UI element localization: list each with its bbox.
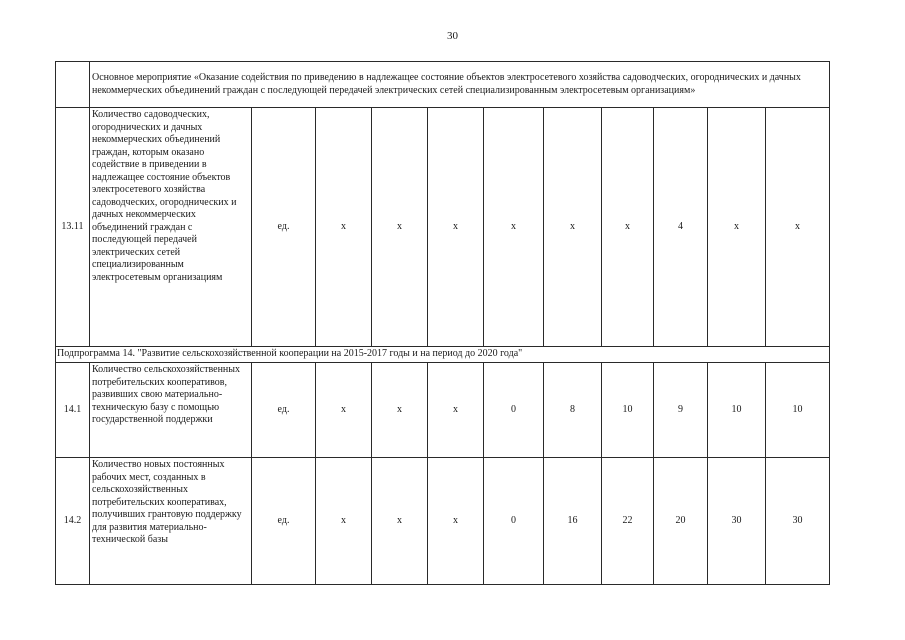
main-event-text: Основное мероприятие «Оказание содействия по приведению в надлежащее состояние объектов электросетевого хозяйства садоводческих, огороднических и дачных некоммерческих объединений граждан с последующей передачей электрических сетей специализированным электросетевым организациям» [90,62,830,108]
subprogram-title: Подпрограмма 14. "Развитие сельскохозяйственной кооперации на 2015-2017 годы и на период до 2020 года" [56,347,830,363]
value-cell: x [316,363,372,458]
value-cell: x [766,108,830,347]
page-number: 30 [447,30,458,42]
table-row [56,458,830,585]
unit-cell: ед. [252,458,316,585]
value-cell: 8 [544,363,602,458]
value-cell: x [372,363,428,458]
value-cell: x [708,108,766,347]
value-cell: 30 [766,458,830,585]
value-cell: 10 [602,363,654,458]
value-cell: 30 [708,458,766,585]
table-row [56,108,830,347]
value-cell: 0 [484,363,544,458]
value-cell: x [428,108,484,347]
row-number: 14.1 [56,363,90,458]
value-cell: 22 [602,458,654,585]
indicator-name: Количество новых постоянных рабочих мест, созданных в сельскохозяйственных потребительских кооперативах, получивших грантовую поддержку для развития материально-технической базы [90,458,252,585]
indicator-name: Количество сельскохозяйственных потребительских кооперативов, развивших свою материально-техническую базу с помощью государственной поддержки [90,363,252,458]
value-cell: x [484,108,544,347]
main-event-row [56,62,830,108]
main-event-num-cell [56,62,90,108]
value-cell: x [316,458,372,585]
value-cell: x [428,458,484,585]
indicator-name: Количество садоводческих, огороднических и дачных некоммерческих объединений граждан, которым оказано содействие в приведении в надлежащее состояние объектов электросетевого хозяйства садоводческих, огороднических и дачных некоммерческих объединений граждан с последующей передачей электрических сетей специализированным электросетевым организациям [90,108,252,347]
value-cell: x [544,108,602,347]
unit-cell: ед. [252,363,316,458]
value-cell: x [602,108,654,347]
value-cell: x [316,108,372,347]
value-cell: 20 [654,458,708,585]
value-cell: 10 [766,363,830,458]
table-row [56,363,830,458]
value-cell: x [372,458,428,585]
subprogram-row [56,347,830,363]
value-cell: 16 [544,458,602,585]
value-cell: x [372,108,428,347]
value-cell: 9 [654,363,708,458]
row-number: 14.2 [56,458,90,585]
unit-cell: ед. [252,108,316,347]
value-cell: x [428,363,484,458]
indicators-table [55,61,830,585]
value-cell: 0 [484,458,544,585]
value-cell: 4 [654,108,708,347]
row-number: 13.11 [56,108,90,347]
value-cell: 10 [708,363,766,458]
